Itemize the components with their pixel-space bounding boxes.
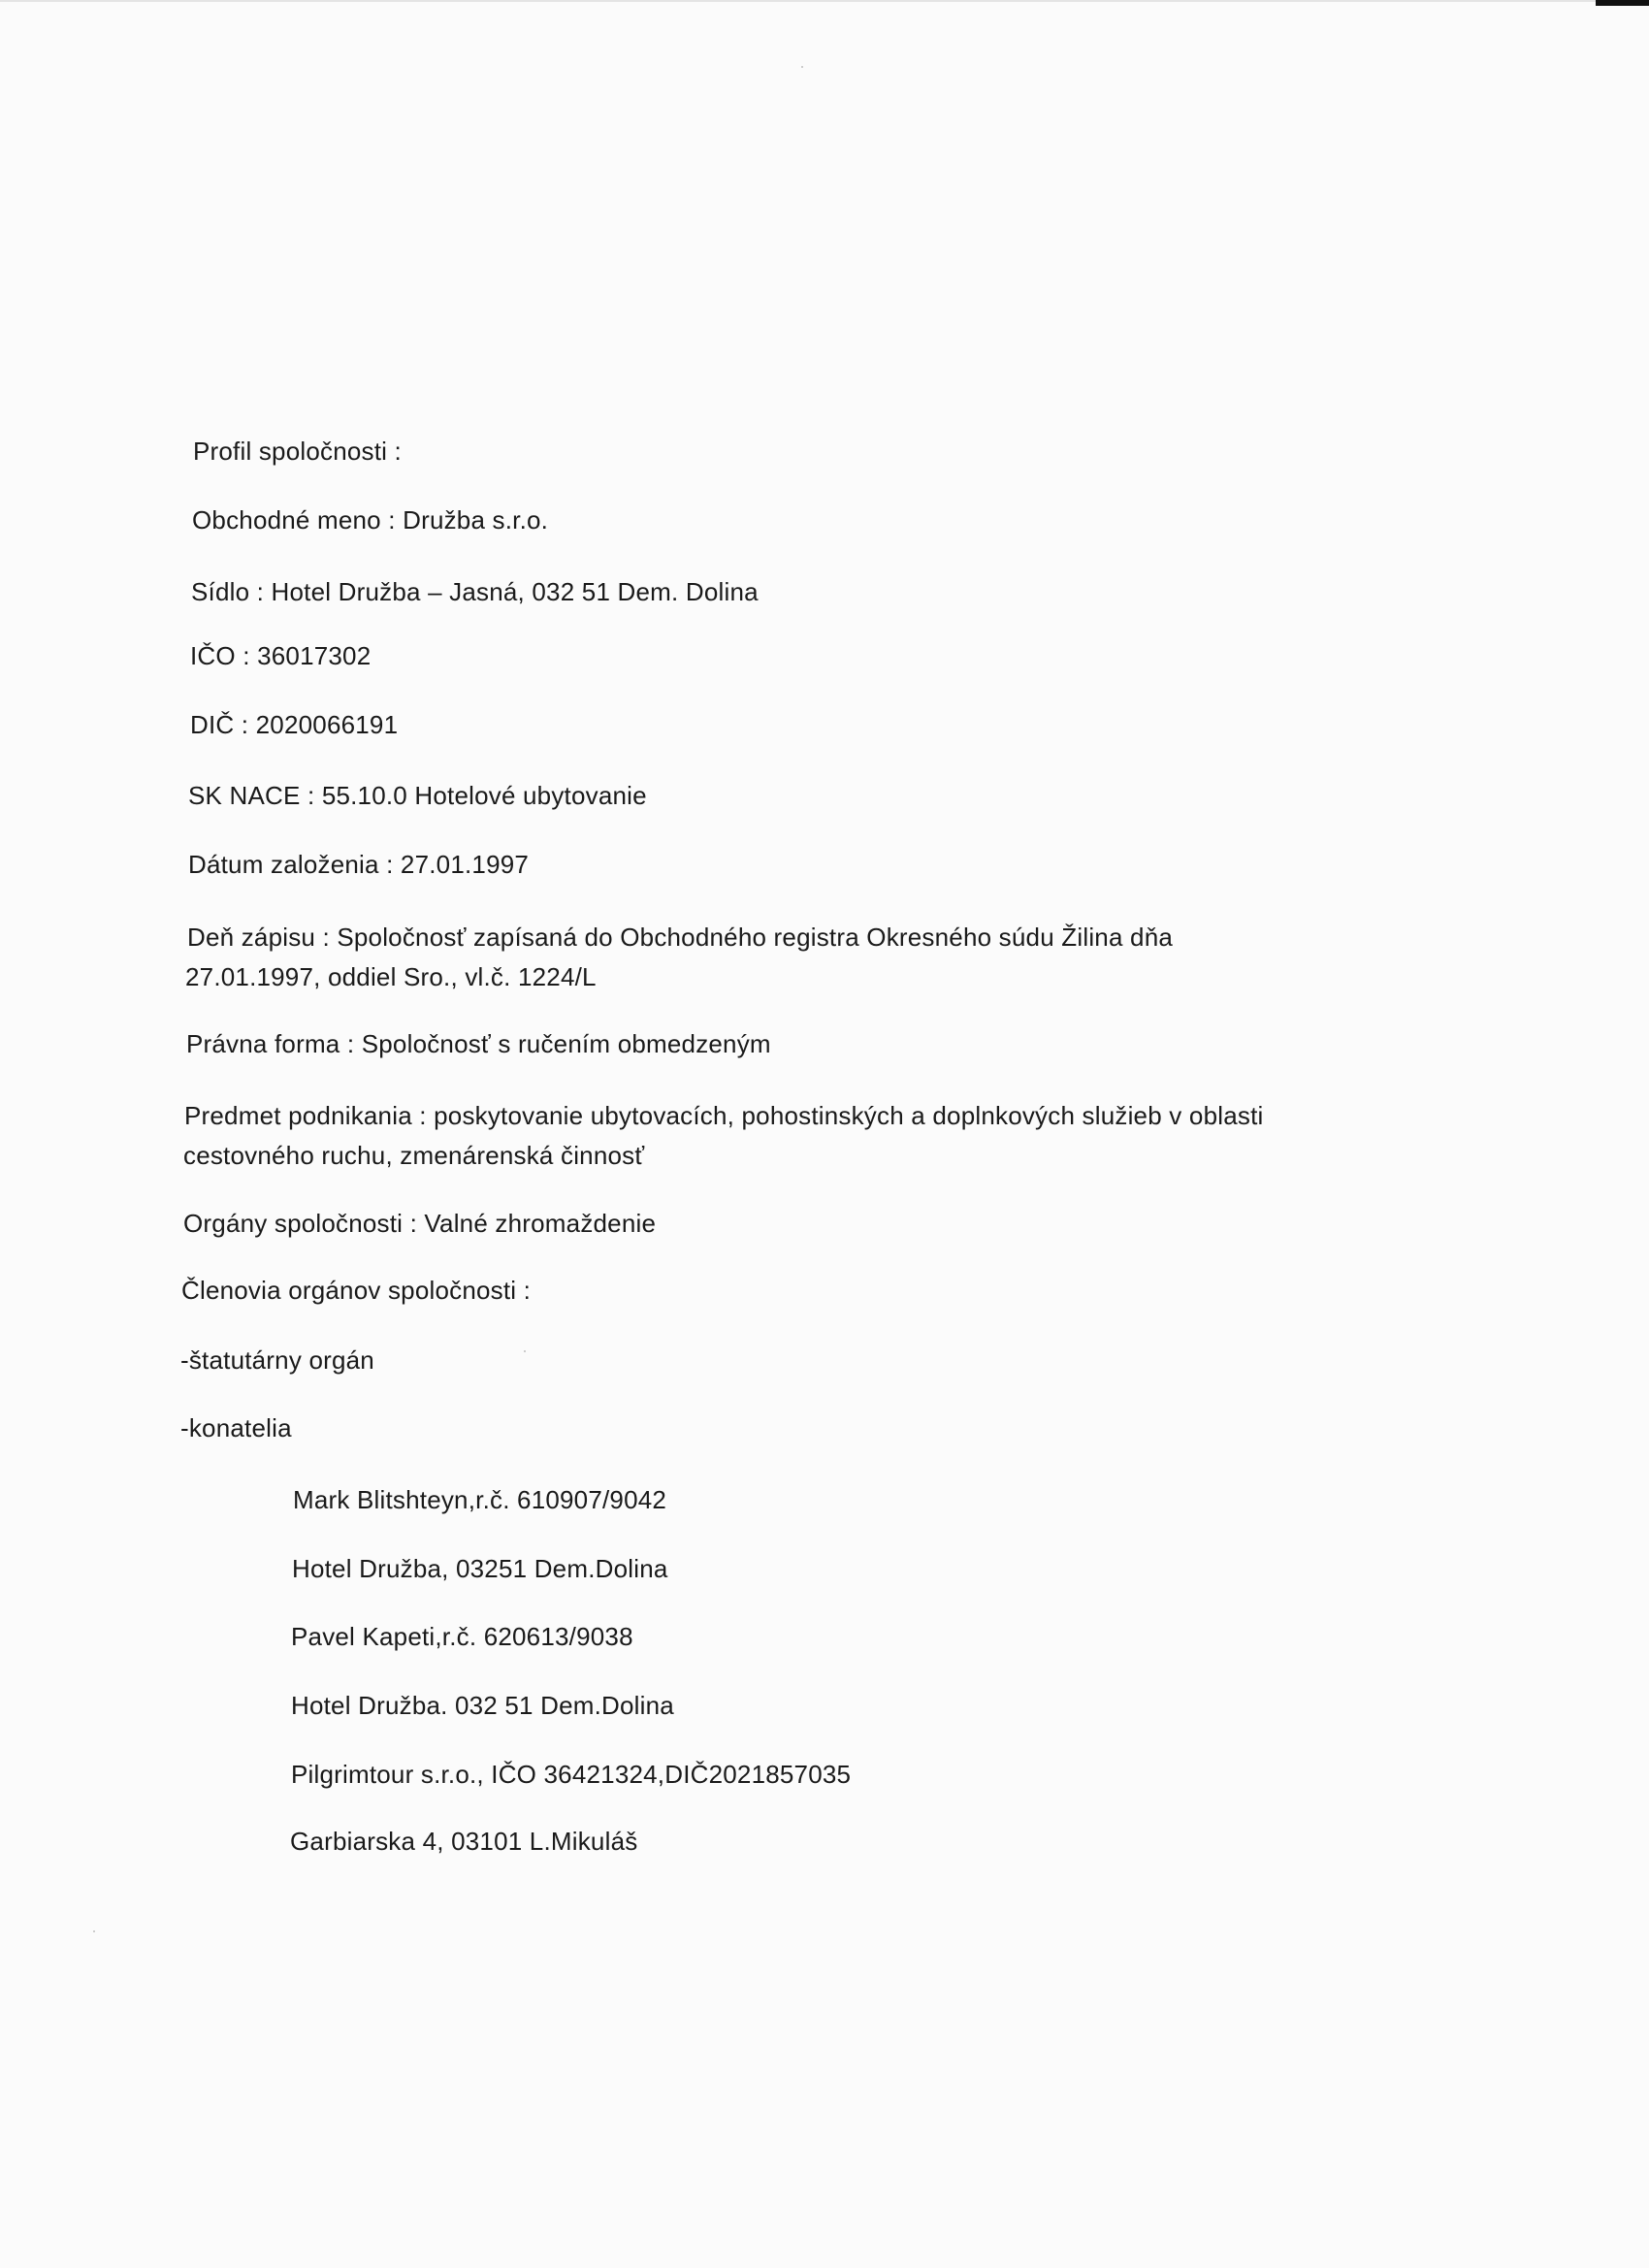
statutory-body: -štatutárny orgán [180,1345,374,1375]
business-name: Obchodné meno : Družba s.r.o. [192,505,549,535]
company-bodies: Orgány spoločnosti : Valné zhromaždenie [183,1209,657,1238]
member-line: Hotel Družba. 032 51 Dem.Dolina [291,1691,674,1720]
company-id: IČO : 36017302 [190,641,372,670]
member-line: Pavel Kapeti,r.č. 620613/9038 [291,1622,633,1651]
registered-seat: Sídlo : Hotel Družba – Jasná, 032 51 Dem. Dolina [191,577,759,606]
executives: -konatelia [180,1413,292,1442]
member-line: Mark Blitshteyn,r.č. 610907/9042 [293,1485,667,1514]
profile-heading: Profil spoločnosti : [193,437,402,466]
member-line: Garbiarska 4, 03101 L.Mikuláš [290,1827,638,1856]
scan-speck [801,66,803,68]
scan-speck [93,1930,95,1932]
member-line: Pilgrimtour s.r.o., IČO 36421324,DIČ2021857035 [291,1760,852,1789]
registration-line-2: 27.01.1997, oddiel Sro., vl.č. 1224/L [185,962,597,991]
scan-speck [524,1350,526,1352]
founding-date: Dátum založenia : 27.01.1997 [188,850,530,879]
business-scope-line-2: cestovného ruchu, zmenárenská činnosť [183,1141,645,1170]
sk-nace: SK NACE : 55.10.0 Hotelové ubytovanie [188,781,647,810]
member-line: Hotel Družba, 03251 Dem.Dolina [292,1554,668,1583]
scan-top-edge [0,0,1649,2]
scan-corner-mark [1596,0,1649,6]
members-heading: Členovia orgánov spoločnosti : [181,1276,532,1305]
registration-line-1: Deň zápisu : Spoločnosť zapísaná do Obchodného registra Okresného súdu Žilina dňa [187,923,1174,952]
tax-id: DIČ : 2020066191 [190,710,399,739]
business-scope-line-1: Predmet podnikania : poskytovanie ubytovacích, pohostinských a doplnkových služieb v oblasti [184,1101,1264,1130]
legal-form: Právna forma : Spoločnosť s ručením obmedzeným [186,1029,771,1058]
